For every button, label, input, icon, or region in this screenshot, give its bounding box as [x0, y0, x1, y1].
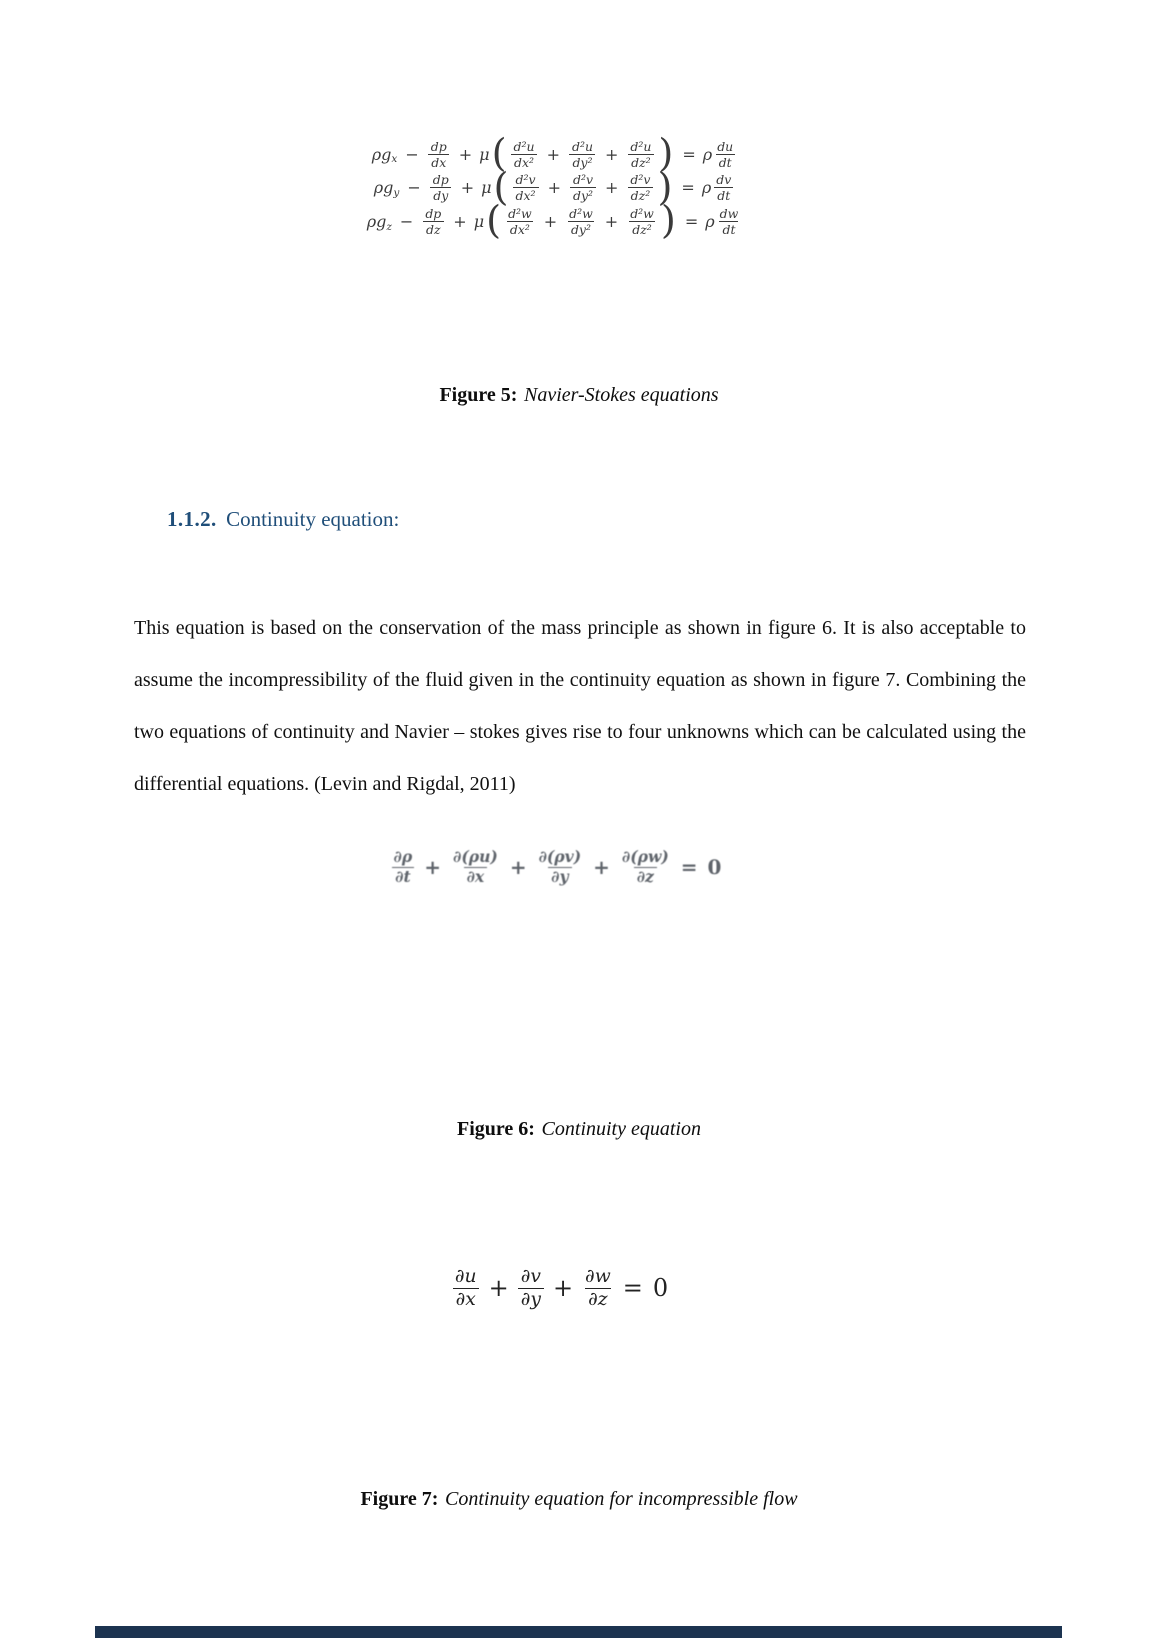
- incompressible-continuity-equation-image: [428, 1246, 690, 1330]
- figure7-label: Figure 7:: [360, 1488, 439, 1510]
- figure5-caption: [0, 384, 1158, 407]
- figure5-label: Figure 5:: [439, 384, 518, 406]
- figure7-caption: [0, 1488, 1158, 1511]
- figure5-caption-text: Navier-Stokes equations: [523, 384, 719, 406]
- continuity-equation-image: [388, 834, 722, 900]
- figure6-caption: [0, 1118, 1158, 1141]
- continuity-equation: $\frac{\partial\rho}{\partial t}$ + $\frac{\partial(\rho u)}{\partial x}$ + $\frac{\partial(\rho v)}{\partial y}$ + $\frac{\partial(\rho w)}{\partial z}$ = 0: [393, 847, 722, 886]
- navier-stokes-equation-z: ρg z − $\frac{dp}{dz}$ + μ ( $\frac{\text{d²w}}{\text{dx²}}$ + $\frac{\text{d²w}}{\text{dy²}}$ + $\frac{\text{d²w}}{\text{dz²}}$ ) = ρ $\frac{dw}{dt}$: [366, 198, 739, 244]
- bottom-bar: [95, 1626, 1062, 1638]
- incompressible-continuity-equation: $\frac{\partial u}{\partial x}$ + $\frac{\partial v}{\partial y}$ + $\frac{\partial w}{\partial z}$ = 0: [450, 1267, 668, 1309]
- body-paragraph: This equation is based on the conservation of the mass principle as shown in figure 6. It is also acceptable to assume the incompressibility of the fluid given in the continuity equation as shown in figure 7. Combining the two equations of continuity and Navier – stokes gives rise to four unknowns which can be calculated using the differential equations. (Levin and Rigdal, 2011): [134, 617, 1026, 795]
- section-number: 1.1.2.: [167, 507, 217, 531]
- navier-stokes-equation-y: ρg y − $\frac{dp}{dy}$ + μ ( $\frac{\text{d²v}}{\text{dx²}}$ + $\frac{\text{d²v}}{\text{dy²}}$ + $\frac{\text{d²v}}{\text{dz²}}$ ) = ρ $\frac{dv}{dt}$: [373, 164, 732, 210]
- navier-stokes-equation-x: ρg x − $\frac{dp}{dx}$ + μ ( $\frac{\text{d²u}}{\text{dx²}}$ + $\frac{\text{d²u}}{\text{dy²}}$ + $\frac{\text{d²u}}{\text{dz²}}$ ) = ρ $\frac{du}{dt}$: [371, 131, 734, 177]
- figure7-caption-text: Continuity equation for incompressible flow: [444, 1488, 798, 1510]
- figure6-caption-text: Continuity equation: [541, 1118, 701, 1140]
- section-title: Continuity equation:: [226, 507, 400, 531]
- figure6-label: Figure 6:: [457, 1118, 535, 1140]
- section-heading: [167, 507, 399, 532]
- navier-stokes-equations-image: [353, 124, 757, 252]
